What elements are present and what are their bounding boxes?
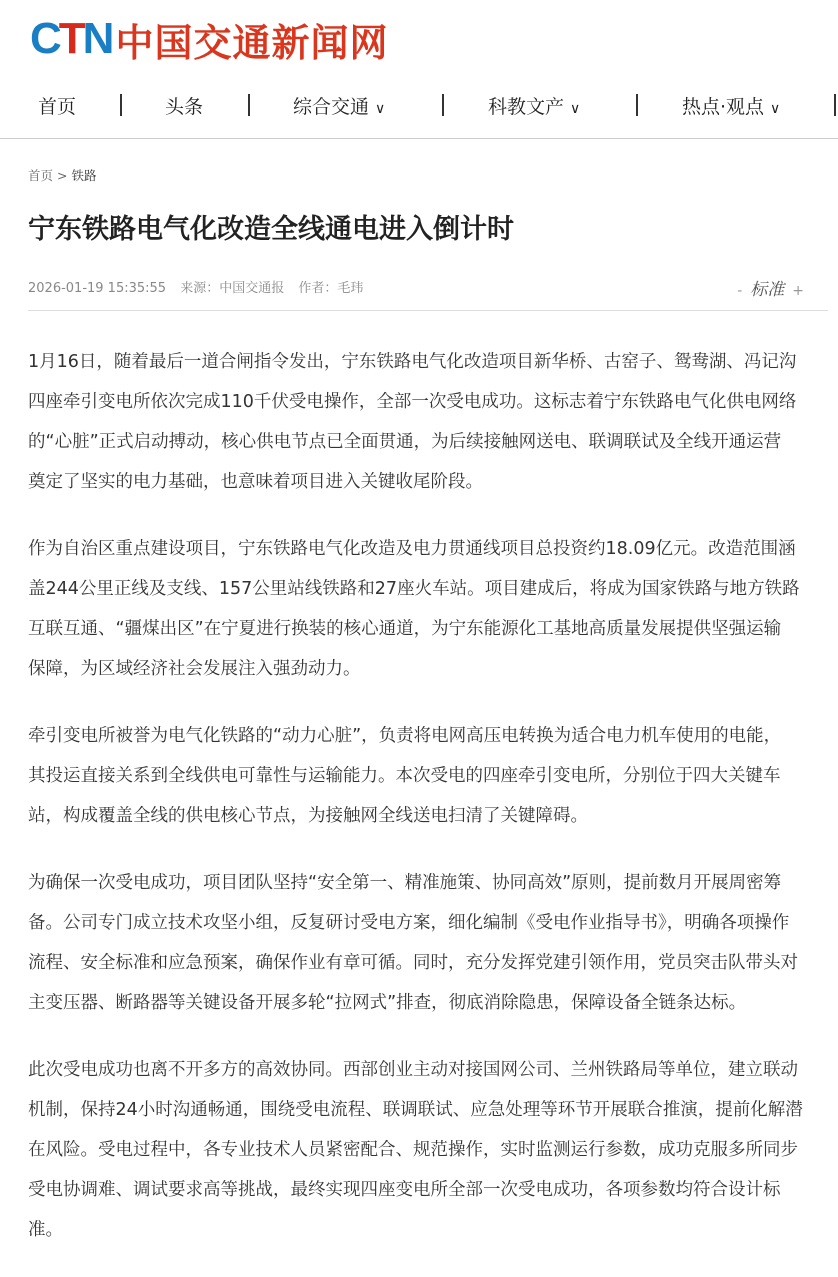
paragraph-line: 在风险。受电过程中，各专业技术人员紧密配合、规范操作，实时监测运行参数，成功克服多所同步 bbox=[28, 1140, 798, 1160]
paragraph-line: 四座牵引变电所依次完成110千伏受电操作，全部一次受电成功。这标志着宁东铁路电气化供电网络 bbox=[28, 392, 797, 412]
nav-label: 科教文产 bbox=[488, 96, 565, 118]
breadcrumb-current[interactable]: 铁路 bbox=[71, 168, 97, 183]
paragraph-line: 其投运直接关系到全线供电可靠性与运输能力。本次受电的四座牵引变电所，分别位于四大关键车 bbox=[28, 766, 781, 786]
nav-hot-views[interactable] bbox=[682, 92, 780, 119]
paragraph-line: 的“心脏”正式启动搏动，核心供电节点已全面贯通，为后续接触网送电、联调联试及全线开通运营 bbox=[28, 432, 782, 452]
article-meta bbox=[28, 277, 373, 296]
logo-chinese: 中国交通新闻网 bbox=[115, 20, 389, 65]
breadcrumb-separator: > bbox=[57, 168, 68, 183]
article-paragraph bbox=[28, 863, 838, 1023]
paragraph-line: 主变压器、断路器等关键设备开展多轮“拉网式”排查，彻底消除隐患，保障设备全链条达标。 bbox=[28, 993, 747, 1013]
article-body bbox=[28, 342, 838, 1277]
paragraph-line: 此次受电成功也离不开多方的高效协同。西部创业主动对接国网公司、兰州铁路局等单位，建立联动 bbox=[28, 1060, 798, 1080]
chevron-down-icon: ∨ bbox=[570, 101, 581, 117]
meta-divider bbox=[28, 310, 828, 311]
nav-science-culture[interactable] bbox=[488, 92, 580, 119]
paragraph-line: 为确保一次受电成功，项目团队坚持“安全第一、精准施策、协同高效”原则，提前数月开展周密筹 bbox=[28, 873, 782, 893]
nav-divider bbox=[120, 94, 122, 116]
paragraph-line: 备。公司专门成立技术攻坚小组，反复研讨受电方案，细化编制《受电作业指导书》，明确各项操作 bbox=[28, 913, 790, 933]
article-title: 宁东铁路电气化改造全线通电进入倒计时 bbox=[28, 214, 514, 245]
article-paragraph bbox=[28, 529, 838, 689]
nav-home[interactable]: 首页 bbox=[38, 96, 77, 118]
chevron-down-icon: ∨ bbox=[770, 101, 781, 117]
paragraph-line: 保障，为区域经济社会发展注入强劲动力。 bbox=[28, 659, 361, 679]
paragraph-line: 流程、安全标准和应急预案，确保作业有章可循。同时，充分发挥党建引领作用，党员突击队带头对 bbox=[28, 953, 798, 973]
nav-label: 热点·观点 bbox=[682, 96, 765, 118]
article-paragraph bbox=[28, 716, 838, 836]
paragraph-line: 盖244公里正线及支线、157公里站线铁路和27座火车站。项目建成后，将成为国家铁路与地方铁路 bbox=[28, 579, 800, 599]
breadcrumb bbox=[28, 166, 96, 184]
logo-latin: CTN bbox=[30, 14, 112, 63]
paragraph-line: 站，构成覆盖全线的供电核心节点，为接触网全线送电扫清了关键障碍。 bbox=[28, 806, 588, 826]
paragraph-line: 1月16日，随着最后一道合闸指令发出，宁东铁路电气化改造项目新华桥、古窑子、鸳鸯湖、冯记沟 bbox=[28, 352, 797, 372]
nav-headlines[interactable]: 头条 bbox=[165, 96, 204, 118]
nav-divider bbox=[636, 94, 638, 116]
chevron-down-icon: ∨ bbox=[375, 101, 386, 117]
article-source: 来源：中国交通报 bbox=[180, 281, 285, 296]
article-author: 作者：毛玮 bbox=[298, 281, 364, 296]
nav-label: 综合交通 bbox=[293, 96, 370, 118]
nav-divider bbox=[442, 94, 444, 116]
article-paragraph bbox=[28, 1050, 838, 1250]
font-size-control bbox=[729, 275, 812, 300]
paragraph-line: 受电协调难、调试要求高等挑战，最终实现四座变电所全部一次受电成功，各项参数均符合设计标 bbox=[28, 1180, 781, 1200]
publish-datetime: 2026-01-19 15:35:55 bbox=[28, 281, 167, 296]
paragraph-line: 牵引变电所被誉为电气化铁路的“动力心脏”，负责将电网高压电转换为适合电力机车使用的电能， bbox=[28, 726, 782, 746]
paragraph-line: 机制，保持24小时沟通畅通，围绕受电流程、联调联试、应急处理等环节开展联合推演，提前化解潜 bbox=[28, 1100, 803, 1120]
paragraph-line: 作为自治区重点建设项目，宁东铁路电气化改造及电力贯通线项目总投资约18.09亿元。改造范围涵 bbox=[28, 539, 796, 559]
nav-transport[interactable] bbox=[293, 92, 385, 119]
paragraph-line: 互联互通、“疆煤出区”在宁夏进行换装的核心通道，为宁东能源化工基地高质量发展提供坚强运输 bbox=[28, 619, 782, 639]
paragraph-line: 准。 bbox=[28, 1220, 63, 1240]
nav-divider bbox=[834, 94, 836, 116]
font-increase-button[interactable]: + bbox=[792, 283, 804, 299]
header-divider bbox=[0, 138, 838, 139]
article-paragraph bbox=[28, 342, 838, 502]
main-nav bbox=[0, 84, 838, 126]
site-logo[interactable] bbox=[30, 14, 388, 64]
nav-divider bbox=[248, 94, 250, 116]
font-size-label: 标准 bbox=[750, 280, 785, 300]
paragraph-line: 奠定了坚实的电力基础，也意味着项目进入关键收尾阶段。 bbox=[28, 472, 483, 492]
font-decrease-button[interactable]: - bbox=[737, 283, 743, 299]
breadcrumb-home[interactable]: 首页 bbox=[28, 168, 54, 183]
